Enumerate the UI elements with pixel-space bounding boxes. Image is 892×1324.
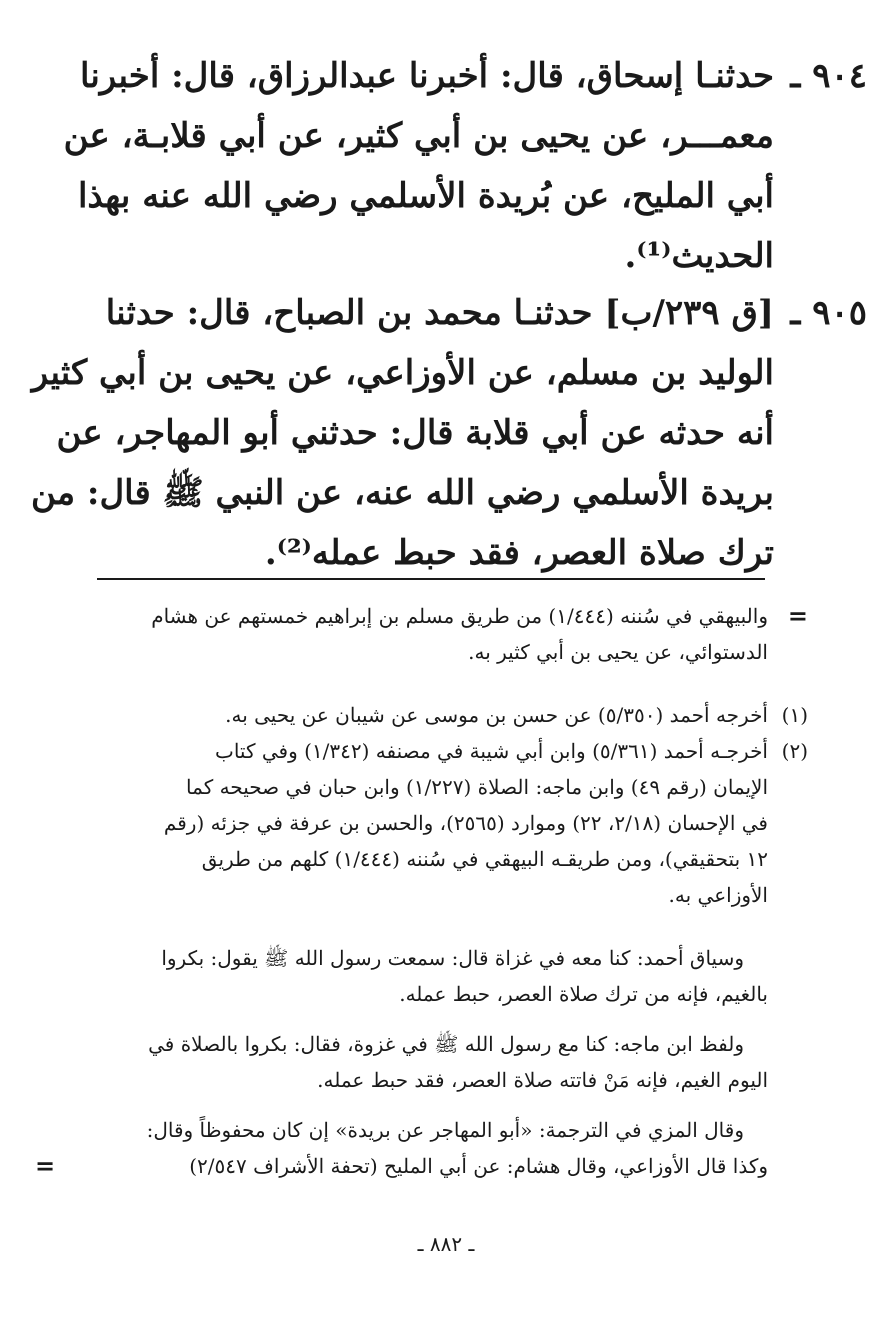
footnote-line: وسياق أحمد: كنا معه في غزاة قال: سمعت رسول الله ﷺ يقول: بكروا [161,946,744,970]
footnote-line: ١٢ بتحقيقي)، ومن طريقـه البيهقي في سُننه (١/٤٤٤) كلهم من طريق [201,847,768,871]
footnote-marker: (٢) [781,739,808,763]
footnote-line: اليوم الغيم، فإنه مَنْ فاتته صلاة العصر، فقد حبط عمله. [317,1068,768,1092]
footnote-paragraph-ahmad [52,940,768,1012]
footnote-marker: (١) [781,703,808,727]
footnote-line: أخرجه أحمد (٥/٣٥٠) عن حسن بن موسى عن شيبان عن يحيى به. [225,703,768,727]
footnote-continuation [52,598,808,670]
footnote-line: الأوزاعي به. [668,883,768,907]
footnote-line: وكذا قال الأوزاعي، وقال هشام: عن أبي المليح (تحفة الأشراف ٢/٥٤٧) [189,1154,768,1178]
hadith-line: حدثنـا إسحاق، قال: أخبرنا عبدالرزاق، قال: أخبرنا [79,56,774,96]
footnote-paragraph-ibn-majah [52,1026,768,1098]
hadith-904 [63,46,867,286]
footnote-line: وقال المزي في الترجمة: «أبو المهاجر عن بريدة» إن كان محفوظاً وقال: [146,1118,744,1142]
hadith-line: بريدة الأسلمي رضي الله عنه، عن النبي ﷺ قال: من [31,473,774,513]
footnote-line: أخرجـه أحمد (٥/٣٦١) وابن أبي شيبة في مصنفه (١/٣٤٢) وفي كتاب [215,739,768,763]
footnote-separator [97,578,765,580]
footnote-2 [52,733,808,913]
hadith-line: أبي المليح، عن بُريدة الأسلمي رضي الله عنه بهذا [77,176,774,216]
hadith-number: ٩٠٤ ـ [790,56,867,96]
hadith-line: أنه حدثه عن أبي قلابة قال: حدثني أبو المهاجر، عن [56,413,774,453]
footnote-paragraph-mizzi [52,1112,768,1184]
hadith-line: [ق ٢٣٩/ب] حدثنـا محمد بن الصباح، قال: حدثنا [105,293,774,333]
page-number: ـ ٨٨٢ ـ [417,1232,475,1256]
footnote-line: بالغيم، فإنه من ترك صلاة العصر، حبط عمله. [399,982,768,1006]
footnote-line: في الإحسان (٢/١٨، ٢٢) وموارد (٢٥٦٥)، والحسن بن عرفة في جزئه (رقم [163,811,768,835]
hadith-number: ٩٠٥ ـ [790,293,867,333]
footnote-line: الإيمان (رقم ٤٩) وابن ماجه: الصلاة (١/٢٢٧) وابن حبان في صحيحه كما [186,775,768,799]
hadith-line: الوليد بن مسلم، عن الأوزاعي، عن يحيى بن أبي كثير [31,353,774,393]
hadith-line: الحديث⁽¹⁾. [624,236,774,276]
footnote-line: والبيهقي في سُننه (١/٤٤٤) من طريق مسلم بن إبراهيم خمستهم عن هشام [151,604,768,628]
hadith-line: ترك صلاة العصر، فقد حبط عمله⁽²⁾. [264,533,774,573]
hadith-line: معمـــر، عن يحيى بن أبي كثير، عن أبي قلابـة، عن [63,116,774,156]
footnote-line: الدستوائي، عن يحيى بن أبي كثير به. [468,640,768,664]
hadith-905 [31,283,867,583]
footnote-1 [52,697,808,733]
footnote-line: ولفظ ابن ماجه: كنا مع رسول الله ﷺ في غزوة، فقال: بكروا بالصلاة في [148,1032,744,1056]
continuation-mark: = [787,601,808,630]
continuation-mark: = [35,1151,56,1180]
